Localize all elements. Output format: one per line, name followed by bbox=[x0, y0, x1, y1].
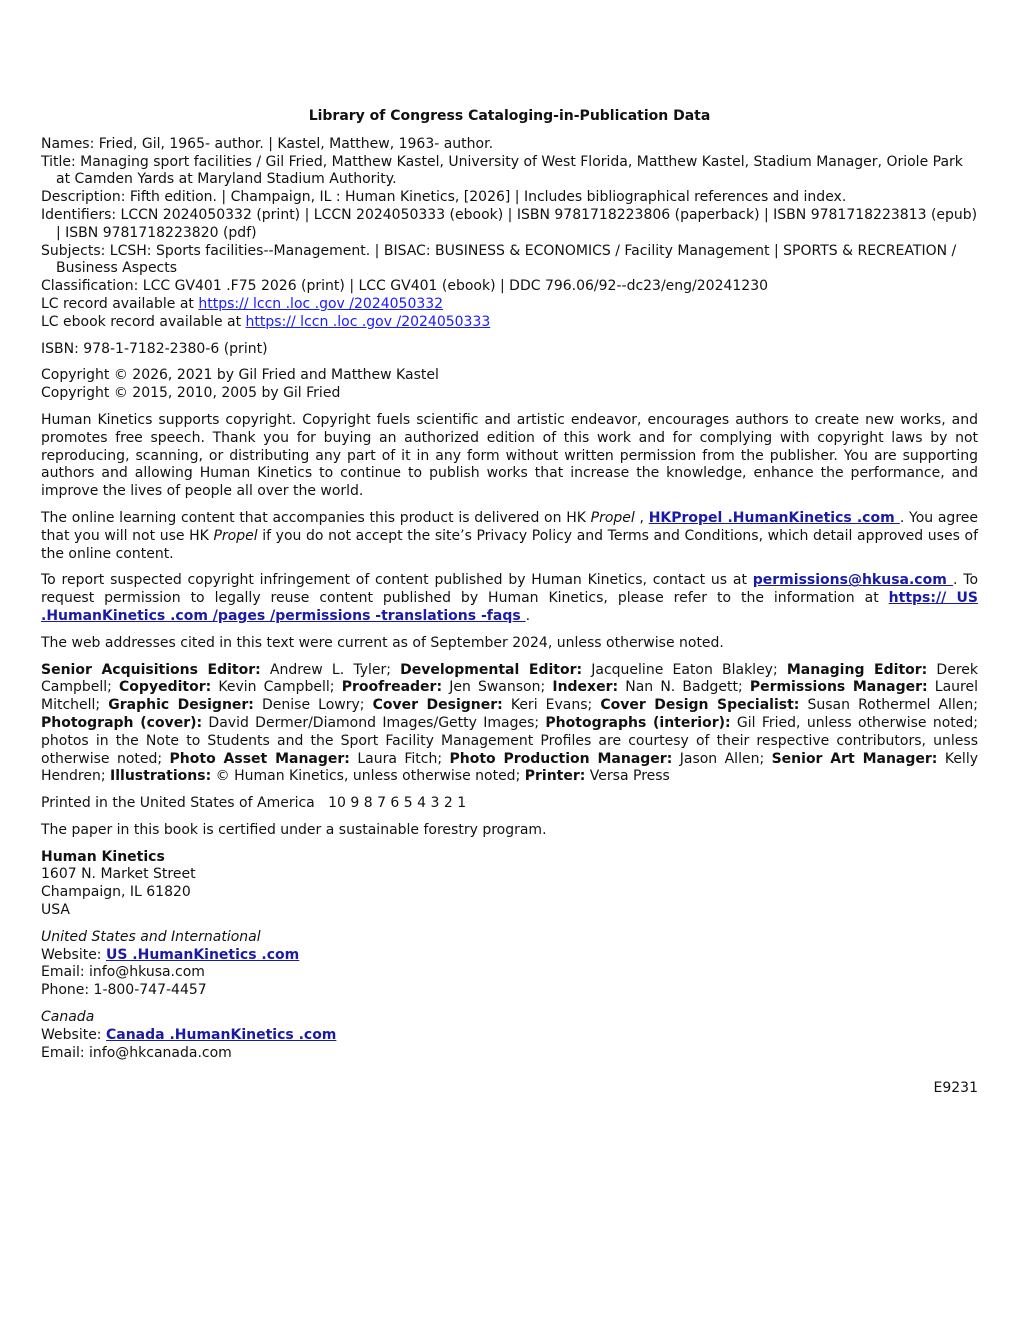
credit-role: Cover Designer: bbox=[372, 697, 503, 714]
propel-name-2: Propel bbox=[213, 527, 258, 544]
infringement-text-2: . To request permission to legally reuse content published by Human Kinetics, please refer to the information at bbox=[41, 572, 979, 607]
publisher-street: 1607 N. Market Street bbox=[41, 866, 196, 883]
canada-email: Email: info@hkcanada.com bbox=[41, 1044, 232, 1061]
isbn: ISBN: 978-1-7182-2380-6 (print) bbox=[41, 340, 268, 357]
credit-name: David Dermer/Diamond Images/Getty Images; bbox=[202, 714, 546, 731]
credit-name: Laura Fitch; bbox=[349, 750, 450, 767]
canada-contact bbox=[41, 1009, 978, 1062]
credit-role: Illustrations: bbox=[110, 768, 212, 785]
credit-name: Gil Fried, unless otherwise noted; photos in the Note to Students and the Sport Facility Management Profiles are courtesy of their respective contributors, unless otherwise noted; bbox=[41, 714, 978, 767]
online-text-4: if you do not accept the site’s Privacy Policy and Terms and Conditions, which detail approved uses of the online content. bbox=[41, 527, 978, 562]
credit-role: Cover Design Specialist: bbox=[600, 697, 800, 714]
us-website-link[interactable]: US .HumanKinetics .com bbox=[105, 946, 300, 963]
credit-role: Photograph (cover): bbox=[41, 714, 203, 731]
credit-name: Jason Allen; bbox=[672, 750, 772, 767]
canada-website bbox=[41, 1027, 978, 1045]
credit-role: Proofreader: bbox=[341, 679, 443, 696]
us-heading-text: United States and International bbox=[41, 928, 261, 945]
online-text-3: . You agree that you will not use HK bbox=[41, 509, 978, 544]
lc-record bbox=[41, 296, 978, 314]
cip-identifiers: Identifiers: LCCN 2024050332 (print) | LCCN 2024050333 (ebook) | ISBN 9781718223806 (paperback) | ISBN 9781718223813 (epub) | ISBN 9781718223820 (pdf) bbox=[41, 206, 978, 241]
credit-name: © Human Kinetics, unless otherwise noted; bbox=[211, 768, 525, 785]
hkpropel-link[interactable]: HKPropel .HumanKinetics .com bbox=[648, 509, 900, 526]
credit-name: Derek Campbell; bbox=[41, 661, 978, 696]
canada-heading bbox=[41, 1009, 978, 1027]
lc-ebook-link[interactable]: https:// lccn .loc .gov /2024050333 bbox=[245, 313, 491, 330]
us-heading bbox=[41, 929, 978, 947]
lc-record-prefix: LC record available at bbox=[41, 295, 199, 312]
credit-name: Susan Rothermel Allen; bbox=[799, 697, 979, 714]
cip-classification: Classification: LCC GV401 .F75 2026 (print) | LCC GV401 (ebook) | DDC 796.06/92--dc23/eng/20241230 bbox=[41, 278, 769, 295]
cip-title-line: Title: Managing sport facilities / Gil Fried, Matthew Kastel, University of West Florida, Matthew Kastel, Stadium Manager, Oriole Park at Camden Yards at Maryland Stadium Authority. bbox=[41, 153, 963, 188]
cip-subjects: Subjects: LCSH: Sports facilities--Management. | BISAC: BUSINESS & ECONOMICS / Facility Management | SPORTS & RECREATION / Business Aspects bbox=[41, 242, 957, 277]
credit-name: Andrew L. Tyler; bbox=[260, 661, 401, 678]
copyright-statement: Human Kinetics supports copyright. Copyright fuels scientific and artistic endeavor, encourages authors to create new works, and promotes free speech. Thank you for buying an authorized edition of this work and for complying with copyright laws by not reproducing, scanning, or distributing any part of it in any form without written permission from the publisher. You are supporting authors and allowing Human Kinetics to continue to publish works that increase the knowledge, enhance the performance, and improve the lives of people all over the world. bbox=[41, 411, 978, 500]
cip-names: Names: Fried, Gil, 1965- author. | Kastel, Matthew, 1963- author. bbox=[41, 135, 494, 152]
copyright-line-2: Copyright © 2015, 2010, 2005 by Gil Fried bbox=[41, 385, 341, 402]
credit-name: Kevin Campbell; bbox=[211, 679, 342, 696]
credit-role: Senior Acquisitions Editor: bbox=[41, 661, 261, 678]
credit-role: Managing Editor: bbox=[786, 661, 928, 678]
credit-name: Nan N. Badgett; bbox=[618, 679, 750, 696]
us-website-label: Website: bbox=[41, 946, 106, 963]
product-code: E9231 bbox=[933, 1080, 978, 1097]
credit-role: Printer: bbox=[524, 768, 586, 785]
publisher-address bbox=[41, 849, 978, 920]
online-text-1: The online learning content that accompanies this product is delivered on HK bbox=[41, 509, 591, 526]
online-content-note bbox=[41, 510, 978, 563]
web-address-note: The web addresses cited in this text were current as of September 2024, unless otherwise noted. bbox=[41, 634, 724, 651]
credit-role: Photographs (interior): bbox=[545, 714, 731, 731]
canada-website-link[interactable]: Canada .HumanKinetics .com bbox=[105, 1026, 337, 1043]
credit-role: Indexer: bbox=[552, 679, 619, 696]
credit-name: Denise Lowry; bbox=[253, 697, 373, 714]
credit-role: Developmental Editor: bbox=[400, 661, 583, 678]
copyright-block bbox=[41, 367, 978, 403]
credit-role: Photo Asset Manager: bbox=[169, 750, 350, 767]
printed-in: Printed in the United States of America 10 9 8 7 6 5 4 3 2 1 bbox=[41, 795, 467, 812]
credit-name: Keri Evans; bbox=[502, 697, 601, 714]
lc-ebook-record bbox=[41, 314, 978, 332]
cip-title: Library of Congress Cataloging-in-Publication Data bbox=[308, 108, 711, 124]
credit-role: Senior Art Manager: bbox=[771, 750, 938, 767]
infringement-text-1: To report suspected copyright infringement of content published by Human Kinetics, contact us at bbox=[41, 572, 753, 589]
copyright-page bbox=[41, 108, 978, 1098]
online-text-2: , bbox=[634, 509, 649, 526]
us-website bbox=[41, 947, 978, 965]
credit-role: Permissions Manager: bbox=[749, 679, 928, 696]
publisher-name bbox=[41, 849, 978, 867]
us-contact bbox=[41, 929, 978, 1000]
publisher-city: Champaign, IL 61820 bbox=[41, 884, 191, 901]
infringement-note bbox=[41, 572, 978, 625]
credit-name: Kelly Hendren; bbox=[41, 750, 978, 785]
canada-website-label: Website: bbox=[41, 1026, 106, 1043]
paper-note: The paper in this book is certified under a sustainable forestry program. bbox=[41, 821, 547, 838]
us-phone: Phone: 1-800-747-4457 bbox=[41, 982, 207, 999]
permissions-email-link[interactable]: permissions@hkusa.com bbox=[752, 572, 954, 589]
us-email: Email: info@hkusa.com bbox=[41, 964, 205, 981]
credits-paragraph bbox=[41, 662, 978, 787]
credit-name: Versa Press bbox=[585, 768, 670, 785]
credit-name: Jacqueline Eaton Blakley; bbox=[582, 661, 787, 678]
canada-heading-text: Canada bbox=[41, 1009, 95, 1026]
cip-description: Description: Fifth edition. | Champaign, IL : Human Kinetics, [2026] | Includes bibliographical references and index. bbox=[41, 189, 847, 206]
credit-role: Copyeditor: bbox=[119, 679, 212, 696]
infringement-text-3: . bbox=[525, 607, 531, 624]
lc-record-link[interactable]: https:// lccn .loc .gov /2024050332 bbox=[198, 295, 444, 312]
publisher-country: USA bbox=[41, 902, 70, 919]
copyright-line-1: Copyright © 2026, 2021 by Gil Fried and Matthew Kastel bbox=[41, 367, 439, 384]
publisher-name-text: Human Kinetics bbox=[41, 848, 165, 865]
credit-role: Photo Production Manager: bbox=[449, 750, 673, 767]
credit-role: Graphic Designer: bbox=[108, 697, 254, 714]
credit-name: Laurel Mitchell; bbox=[41, 679, 978, 714]
credit-name: Jen Swanson; bbox=[442, 679, 553, 696]
lc-ebook-prefix: LC ebook record available at bbox=[41, 313, 246, 330]
propel-name-1: Propel bbox=[590, 509, 635, 526]
permissions-faq-link[interactable]: https:// US .HumanKinetics .com /pages /permissions -translations -faqs bbox=[41, 590, 979, 624]
